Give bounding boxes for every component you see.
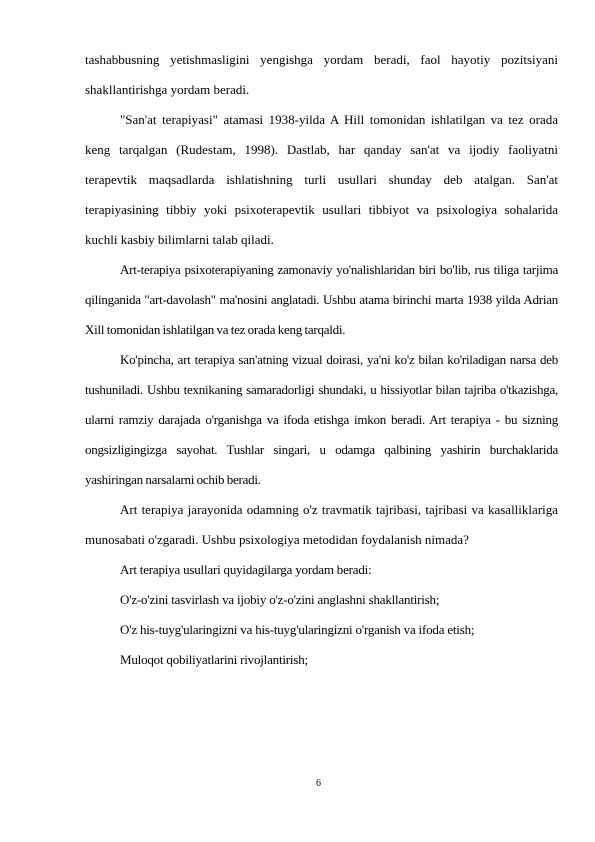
list-intro: Art terapiya usullari quyidagilarga yordam beradi: xyxy=(120,562,372,577)
list-item: Muloqot qobiliyatlarini rivojlantirish; xyxy=(120,652,308,667)
paragraph-continuation: tashabbusning yetishmasligini yengishga yordam beradi, faol hayotiy pozitsiyani shakllantirishga yordam beradi. xyxy=(85,52,558,97)
paragraph-art-therapy-definition: Art-terapiya psixoterapiyaning zamonaviy yo'nalishlaridan biri bo'lib, rus tiliga tarjima qilinganida "art-davolash" ma'nosini anglatadi. Ushbu atama birinchi marta 1938 yilda Adrian Xill tomonidan ishlatilgan va tez orada keng tarqaldi. xyxy=(85,262,558,337)
list-item: O'z-o'zini tasvirlash va ijobiy o'z-o'zini anglashni shakllantirish; xyxy=(120,592,440,607)
paragraph-visual-art: Ko'pincha, art terapiya san'atning vizual doirasi, ya'ni ko'z bilan ko'riladigan narsa deb tushuniladi. Ushbu texnikaning samaradorligi shundaki, u hissiyotlar bilan tajriba o'tkazishga, ularni ramziy darajada o'rganishga va ifoda etishga imkon beradi. Art terapiya - bu sizning ongsizligingizga sayohat. Tushlar singari, u odamga qalbining yashirin burchaklarida yashiringan narsalarni ochib beradi. xyxy=(85,352,558,487)
page-number: 6 xyxy=(316,778,321,789)
document-page xyxy=(85,45,558,675)
paragraph-art-therapy-term: "San'at terapiyasi" atamasi 1938-yilda A Hill tomonidan ishlatilgan va tez orada keng tarqalgan (Rudestam, 1998). Dastlab, har qanday san'at va ijodiy faoliyatni terapevtik maqsadlarda ishlatishning turli usullari shunday deb atalgan. San'at terapiyasining tibbiy yoki psixoterapevtik usullari tibbiyot va psixologiya sohalarida kuchli kasbiy bilimlarni talab qiladi. xyxy=(85,112,558,247)
paragraph-traumatic-experience: Art terapiya jarayonida odamning o'z travmatik tajribasi, tajribasi va kasalliklariga munosabati o'zgaradi. Ushbu psixologiya metodidan foydalanish nimada? xyxy=(85,502,558,547)
list-item: O'z his-tuyg'ularingizni va his-tuyg'ularingizni o'rganish va ifoda etish; xyxy=(120,622,475,637)
